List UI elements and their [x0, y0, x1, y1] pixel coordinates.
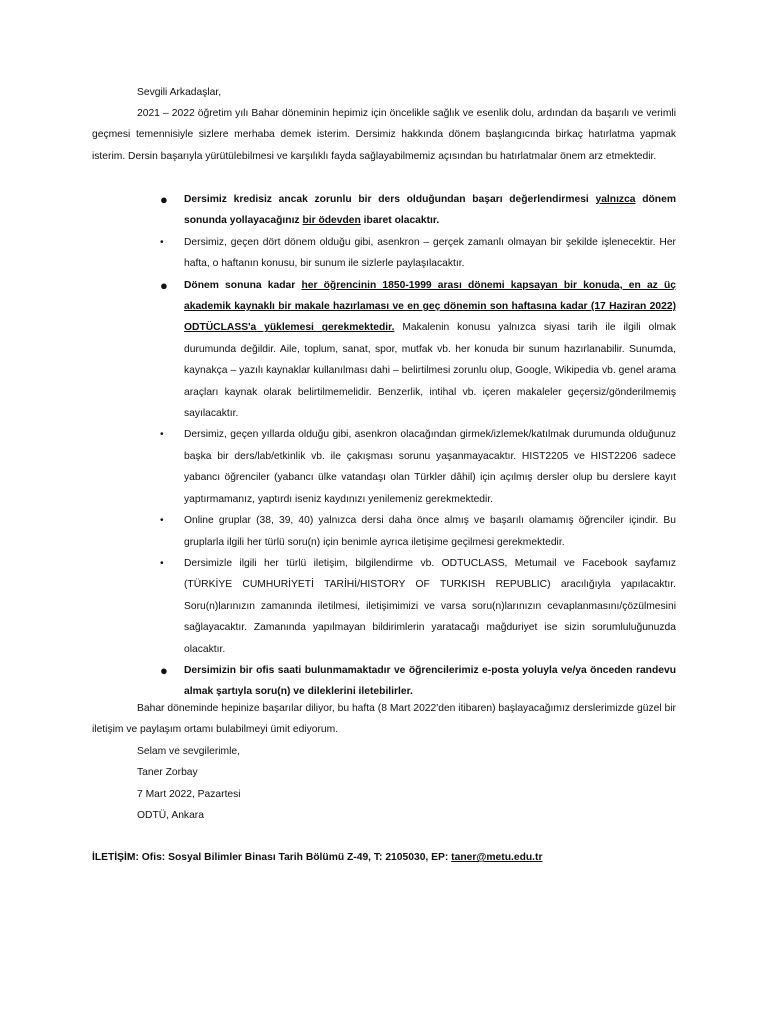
bullet-text-part: Dersimiz kredisiz ancak zorunlu bir ders olduğundan başarı değerlendirmesi	[184, 194, 596, 205]
author-name: Taner Zorbay	[137, 767, 198, 779]
bullet-marker: •	[160, 236, 164, 248]
list-item	[160, 232, 676, 275]
signoff-block	[137, 741, 241, 827]
intro-paragraph: 2021 – 2022 öğretim yılı Bahar döneminin hepimiz için öncelikle sağlık ve esenlik dolu, ardından da başarılı ve verimli geçmesi temennisiyle sizlere merhaba demek isterim. Dersimiz hakkında dönem başlangıcında birkaç hatırlatma yapmak isterim. Dersin başarıyla yürütülebilmesi ve karşılıklı fayda sağlayabilmemiz açısından bu hatırlatmalar önem arz etmektedir.	[92, 108, 676, 162]
list-item	[160, 424, 676, 510]
reminder-list	[160, 189, 676, 703]
contact-label: İLETİŞİM:	[92, 852, 139, 863]
bullet-text: Dersimiz, geçen yıllarda olduğu gibi, asenkron olacağından girmek/izlemek/katılmak durumunda olduğunuz başka bir ders/lab/etkinlik vb. ile çakışması sorunu yaşanmayacaktır. HIST2205 ve HIST2206 sadece yabancı öğrenciler (yabancı ülke vatandaşı olan Türkler dâhil) için açılmış dersler olup bu derslere kayıt yaptırmamanız, yaptırdı iseniz kaydınızı yenilemeniz gerekmektedir.	[184, 429, 676, 505]
list-item	[160, 189, 676, 232]
contact-line	[92, 847, 542, 868]
bullet-text-part: dönem sonunda yollayacağınız	[184, 194, 676, 227]
bullet-text-part: ibaret olacaktır.	[360, 215, 440, 227]
bullet-marker: ●	[160, 277, 168, 293]
bullet-marker: •	[160, 429, 164, 441]
list-item	[160, 660, 676, 703]
list-item	[160, 510, 676, 553]
salutation: Sevgili Arkadaşlar,	[137, 87, 222, 98]
bullet-text: Dersimizle ilgili her türlü iletişim, bilgilendirme vb. ODTUCLASS, Metumail ve Facebook sayfamız (TÜRKİYE CUMHURİYETİ TARİHİ/HISTORY OF TURKISH REPUBLIC) aracılığıyla yapılacaktır. Soru(n)larınızın zamanında iletilmesi, iletişimimizi ve varsa soru(n)larınızın cevaplanmasını/çözülmesini sağlayacaktır. Zamanında yapılmayan bildirimlerin yaratacağı mağduriyet ise sizin sorumluluğunuzda olacaktır.	[184, 557, 676, 655]
contact-office: Ofis: Sosyal Bilimler Binası Tarih Bölümü Z-49, T: 2105030, EP:	[141, 852, 452, 863]
bullet-marker: ●	[160, 192, 168, 207]
bullet-text-bold: Dersimizin bir ofis saati bulunmamaktadır ve öğrencilerimiz e-posta yoluyla ve/ya önceden randevu almak şartıyla soru(n) ve dileklerini iletebilirler.	[184, 664, 676, 698]
underlined-text: yalnızca	[595, 194, 636, 205]
bullet-text: Online gruplar (38, 39, 40) yalnızca dersi daha önce almış ve başarılı olamamış öğrenciler içindir. Bu gruplarla ilgili her türlü soru(n) için benimle ayrıca iletişime geçilmesi gerekmektedir.	[184, 515, 676, 548]
bullet-text-bold: Dönem sonuna kadar	[184, 279, 302, 291]
bullet-text: Makalenin konusu yalnızca siyasi tarih ile ilgili olmak durumunda değildir. Aile, toplum, sanat, spor, mutfak vb. her konuda bir sunum hazırlanabilir. Sunumda, kaynakça – yazılı kaynaklar kullanılması dahi – belirtilmesi zorunlu olup, Google, Wikipedia vb. genel arama araçları kaynak olarak belirtilmemelidir. Benzerlik, intihal vb. içeren makaleler geçersiz/gönderilmemiş sayılacaktır.	[184, 322, 676, 420]
letter-place: ODTÜ, Ankara	[137, 810, 204, 822]
outro-paragraph: Bahar döneminde hepinize başarılar diliyor, bu hafta (8 Mart 2022'den itibaren) başlayacağımız derslerimizde güzel bir iletişim ve paylaşım ortamı bulabilmeyi ümit ediyorum.	[92, 703, 676, 736]
underlined-text: her öğrencinin 1850-1999 arası dönemi kapsayan bir konuda, en az üç akademik kaynaklı bir makale hazırlaması ve en geç dönemin son haftasına kadar (17 Haziran 2022) ODTÜCLASS'a yüklemesi gerekmektedir.	[184, 279, 676, 334]
email-link[interactable]: taner@metu.edu.tr	[451, 852, 543, 863]
letter-date: 7 Mart 2022, Pazartesi	[137, 788, 241, 800]
list-item	[160, 275, 676, 425]
bullet-text-bold	[184, 194, 676, 226]
bullet-text: Dersimiz, geçen dört dönem olduğu gibi, asenkron – gerçek zamanlı olmayan bir şekilde işlenecektir. Her hafta, o haftanın konusu, bir sunum ile sizlerle paylaşılacaktır.	[184, 236, 676, 270]
closing-line: Selam ve sevgilerimle,	[137, 746, 241, 757]
underlined-text: bir ödevden	[302, 215, 361, 227]
bullet-marker: •	[160, 557, 164, 569]
list-item	[160, 553, 676, 660]
bullet-marker: ●	[160, 662, 168, 678]
bullet-marker: •	[160, 515, 164, 527]
